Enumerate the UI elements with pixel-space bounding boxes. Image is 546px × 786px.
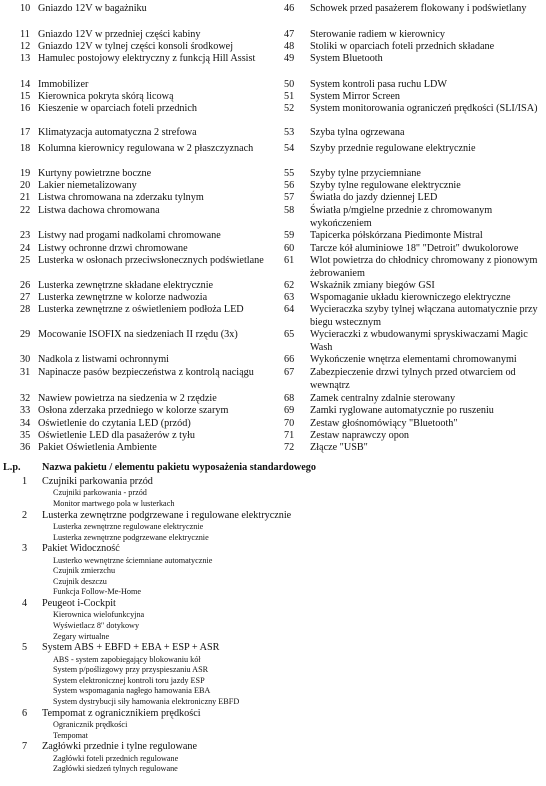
- item-number: 51: [284, 91, 295, 102]
- package-sub-item: Funkcja Follow-Me-Home: [53, 587, 142, 597]
- package-group: [0, 543, 546, 598]
- item-number: 59: [284, 230, 295, 241]
- item-number: 32: [20, 393, 31, 404]
- item-number: 35: [20, 430, 31, 441]
- package-sub-item: Kierownica wielofunkcyjna: [53, 610, 145, 620]
- package-sub-item: Tempomat: [53, 730, 88, 740]
- item-label: Zamek centralny zdalnie sterowany: [310, 393, 456, 404]
- package-row: [0, 642, 546, 654]
- package-row: [0, 741, 546, 753]
- package-group: [0, 642, 546, 707]
- item-number: 55: [284, 168, 295, 179]
- item-number: 14: [20, 79, 31, 90]
- item-label: Wycieraczka szyby tylnej włączana automatycznie przy biegu wstecznym: [310, 304, 538, 328]
- item-label: Schowek przed pasażerem flokowany i podświetlany: [310, 3, 527, 14]
- package-sub-item: System elektronicznej kontroli toru jazdy ESP: [53, 675, 205, 685]
- equipment-item: [283, 327, 546, 354]
- equipment-item: [283, 253, 546, 280]
- equipment-item: [0, 101, 270, 116]
- item-label: Wskaźnik zmiany biegów GSI: [310, 280, 435, 291]
- equipment-item: [283, 302, 546, 329]
- package-number: 7: [22, 741, 28, 753]
- item-label: Zabezpieczenie drzwi tylnych przed otwarciem od wewnątrz: [310, 367, 516, 391]
- package-number: 1: [22, 476, 28, 487]
- item-label: Lusterka w osłonach przeciwsłonecznych podświetlane: [38, 255, 264, 266]
- item-label: Listwa chromowana na zderzaku tylnym: [38, 192, 204, 203]
- item-number: 21: [20, 192, 31, 203]
- item-label: System Mirror Screen: [310, 91, 400, 102]
- item-number: 18: [20, 143, 31, 154]
- item-label: Kolumna kierownicy regulowana w 2 płaszczyznach: [38, 143, 254, 154]
- item-number: 25: [20, 255, 31, 266]
- item-label: Stoliki w oparciach foteli przednich składane: [310, 41, 495, 52]
- item-number: 24: [20, 243, 31, 254]
- item-number: 20: [20, 180, 31, 191]
- item-number: 28: [20, 304, 31, 315]
- item-label: Sterowanie radiem w kierownicy: [310, 29, 445, 40]
- package-row: [0, 543, 546, 555]
- item-label: Tapicerka półskórzana Piedimonte Mistral: [310, 230, 483, 241]
- item-label: Szyby tylne regulowane elektrycznie: [310, 180, 461, 191]
- package-row: [0, 510, 546, 522]
- package-title: Zagłówki przednie i tylne regulowane: [42, 741, 198, 753]
- equipment-item: [283, 1, 546, 16]
- header-title: Nazwa pakietu / elementu pakietu wyposażenia standardowego: [42, 462, 316, 473]
- item-number: 31: [20, 367, 31, 378]
- equipment-item: [283, 440, 546, 455]
- equipment-item: [0, 365, 270, 380]
- item-label: Zestaw głośnomówiący "Bluetooth": [310, 418, 458, 429]
- item-label: Gniazdo 12V w bagażniku: [38, 3, 147, 14]
- package-title: Pakiet Widoczność: [42, 543, 120, 555]
- item-number: 27: [20, 292, 31, 303]
- item-number: 66: [284, 354, 295, 365]
- item-label: Napinacze pasów bezpieczeństwa z kontrolą naciągu: [38, 367, 254, 378]
- item-label: Lusterka zewnętrzne składane elektrycznie: [38, 280, 214, 291]
- package-row: [0, 598, 546, 610]
- package-sub-item: ABS - system zapobiegający blokowaniu kół: [53, 654, 201, 664]
- equipment-item: [283, 125, 546, 140]
- item-label: Szyba tylna ogrzewana: [310, 127, 405, 138]
- package-title: Tempomat z ogranicznikiem prędkości: [42, 707, 201, 719]
- item-number: 47: [284, 29, 295, 40]
- package-sub-item: Ogranicznik prędkości: [53, 719, 128, 729]
- item-label: Wykończenie wnętrza elementami chromowanymi: [310, 354, 517, 365]
- equipment-item: [0, 51, 270, 66]
- item-number: 36: [20, 442, 31, 453]
- package-sub-item: Zagłówki siedzeń tylnych regulowane: [53, 764, 178, 774]
- equipment-item: [0, 1, 270, 16]
- item-number: 49: [284, 53, 295, 64]
- item-label: Nadkola z listwami ochronnymi: [38, 354, 169, 365]
- item-number: 33: [20, 405, 31, 416]
- package-title: Peugeot i-Cockpit: [42, 597, 116, 609]
- item-number: 19: [20, 168, 31, 179]
- item-label: Oświetlenie do czytania LED (przód): [38, 418, 191, 429]
- equipment-item: [0, 125, 270, 140]
- equipment-item: [283, 101, 546, 116]
- item-number: 70: [284, 418, 295, 429]
- item-number: 65: [284, 329, 295, 340]
- item-number: 58: [284, 205, 295, 216]
- package-group: [0, 708, 546, 742]
- item-label: Wycieraczki z wbudowanymi spryskiwaczami Magic Wash: [310, 329, 528, 353]
- item-number: 69: [284, 405, 295, 416]
- item-label: Kurtyny powietrzne boczne: [38, 168, 152, 179]
- item-number: 13: [20, 53, 31, 64]
- header-lp: L.p.: [3, 462, 21, 473]
- package-sub-item: Czujniki parkowania - przód: [53, 488, 147, 498]
- item-number: 12: [20, 41, 31, 52]
- package-sub-item: System wspomagania nagłego hamowania EBA: [53, 686, 211, 696]
- package-sub-item: Lusterko wewnętrzne ściemniane automatycznie: [53, 555, 213, 565]
- equipment-item: [0, 253, 270, 268]
- item-label: Szyby tylne przyciemniane: [310, 168, 421, 179]
- item-number: 23: [20, 230, 31, 241]
- item-number: 26: [20, 280, 31, 291]
- item-number: 15: [20, 91, 31, 102]
- package-sub-item: Monitor martwego pola w lusterkach: [53, 499, 175, 508]
- package-number: 4: [22, 597, 28, 609]
- item-number: 60: [284, 243, 295, 254]
- item-label: Pakiet Oświetlenia Ambiente: [38, 442, 157, 453]
- item-label: Nawiew powietrza na siedzenia w 2 rzędzie: [38, 393, 217, 404]
- package-sub-item: Zagłówki foteli przednich regulowane: [53, 753, 179, 763]
- item-number: 56: [284, 180, 295, 191]
- item-number: 16: [20, 103, 31, 114]
- package-number: 2: [22, 509, 28, 521]
- package-sub-item: Lusterka zewnętrzne regulowane elektrycznie: [53, 522, 204, 531]
- item-number: 57: [284, 192, 295, 203]
- item-number: 48: [284, 41, 295, 52]
- item-label: Światła do jazdy dziennej LED: [310, 192, 438, 203]
- package-sub-item: System dystrybucji siły hamowania elektroniczny EBFD: [53, 696, 240, 706]
- item-label: Tarcze kół aluminiowe 18" "Detroit" dwukolorowe: [310, 243, 519, 254]
- package-sub-item: Lusterka zewnętrzne podgrzewane elektrycznie: [53, 532, 209, 542]
- item-label: System kontroli pasa ruchu LDW: [310, 79, 447, 90]
- package-sub-item: Zegary wirtualne: [53, 631, 110, 641]
- item-number: 53: [284, 127, 295, 138]
- package-group: [0, 598, 546, 642]
- equipment-item: [283, 51, 546, 66]
- item-label: Wlot powietrza do chłodnicy chromowany z pionowym żebrowaniem: [310, 255, 538, 279]
- package-title: System ABS + EBFD + EBA + ESP + ASR: [42, 642, 220, 654]
- equipment-item: [283, 203, 546, 230]
- equipment-item: [0, 440, 270, 455]
- item-number: 67: [284, 367, 295, 378]
- package-title: Czujniki parkowania przód: [42, 476, 153, 487]
- item-number: 54: [284, 143, 295, 154]
- item-label: Listwy ochronne drzwi chromowane: [38, 243, 188, 254]
- equipment-item: [0, 302, 270, 317]
- equipment-item: [283, 141, 546, 156]
- item-label: Immobilizer: [38, 79, 89, 90]
- item-label: Kierownica pokryta skórą licową: [38, 91, 174, 102]
- equipment-item: [283, 365, 546, 392]
- item-number: 72: [284, 442, 295, 453]
- equipment-item: [0, 203, 270, 218]
- item-number: 50: [284, 79, 295, 90]
- item-number: 34: [20, 418, 31, 429]
- item-label: Lusterka zewnętrzne w kolorze nadwozia: [38, 292, 208, 303]
- package-group: [0, 510, 546, 544]
- item-label: Zamki ryglowane automatycznie po ruszeniu: [310, 405, 494, 416]
- item-number: 62: [284, 280, 295, 291]
- item-label: Listwa dachowa chromowana: [38, 205, 160, 216]
- item-label: Osłona zderzaka przedniego w kolorze szarym: [38, 405, 229, 416]
- package-sub-item: System p/poślizgowy przy przyspieszaniu ASR: [53, 665, 209, 675]
- item-label: Gniazdo 12V w przedniej części kabiny: [38, 29, 201, 40]
- item-number: 11: [20, 29, 30, 40]
- item-number: 46: [284, 3, 295, 14]
- package-sub-item: Wyświetlacz 8" dotykowy: [53, 620, 140, 630]
- package-group: [0, 476, 546, 510]
- package-number: 3: [22, 543, 28, 555]
- equipment-item: [0, 141, 270, 156]
- item-number: 68: [284, 393, 295, 404]
- item-label: Światła p/mgielne przednie z chromowanym wykończeniem: [310, 205, 493, 229]
- item-number: 63: [284, 292, 295, 303]
- item-label: Gniazdo 12V w tylnej części konsoli środkowej: [38, 41, 234, 52]
- package-group: [0, 741, 546, 775]
- item-label: Szyby przednie regulowane elektrycznie: [310, 143, 476, 154]
- packages-list: [0, 476, 546, 775]
- item-label: Oświetlenie LED dla pasażerów z tyłu: [38, 430, 196, 441]
- item-label: Złącze "USB": [310, 442, 368, 453]
- item-label: Klimatyzacja automatyczna 2 strefowa: [38, 127, 197, 138]
- item-label: Hamulec postojowy elektryczny z funkcją Hill Assist: [38, 53, 256, 64]
- item-label: Listwy nad progami nadkolami chromowane: [38, 230, 221, 241]
- item-label: Wspomaganie układu kierowniczego elektryczne: [310, 292, 511, 303]
- package-sub-item: Czujnik zmierzchu: [53, 566, 116, 576]
- item-label: System Bluetooth: [310, 53, 383, 64]
- item-number: 64: [284, 304, 295, 315]
- item-number: 29: [20, 329, 31, 340]
- item-number: 22: [20, 205, 31, 216]
- item-label: Mocowanie ISOFIX na siedzeniach II rzędu (3x): [38, 329, 238, 340]
- item-label: Lakier niemetalizowany: [38, 180, 137, 191]
- package-row: [0, 708, 546, 720]
- package-row: [0, 476, 546, 488]
- package-sub-item: Czujnik deszczu: [53, 576, 107, 586]
- package-number: 6: [22, 707, 28, 719]
- item-number: 17: [20, 127, 31, 138]
- item-label: System monitorowania ograniczeń prędkości (SLI/ISA): [310, 103, 538, 114]
- equipment-item: [0, 327, 270, 342]
- package-number: 5: [22, 642, 28, 654]
- item-number: 10: [20, 3, 31, 14]
- item-number: 61: [284, 255, 295, 266]
- item-label: Kieszenie w oparciach foteli przednich: [38, 103, 197, 114]
- package-title: Lusterka zewnętrzne podgrzewane i regulowane elektrycznie: [42, 509, 292, 521]
- item-number: 52: [284, 103, 295, 114]
- item-label: Lusterka zewnętrzne z oświetleniem podłoża LED: [38, 304, 244, 315]
- item-number: 71: [284, 430, 295, 441]
- item-label: Zestaw naprawczy opon: [310, 430, 410, 441]
- packages-table-header: [0, 462, 546, 473]
- item-number: 30: [20, 354, 31, 365]
